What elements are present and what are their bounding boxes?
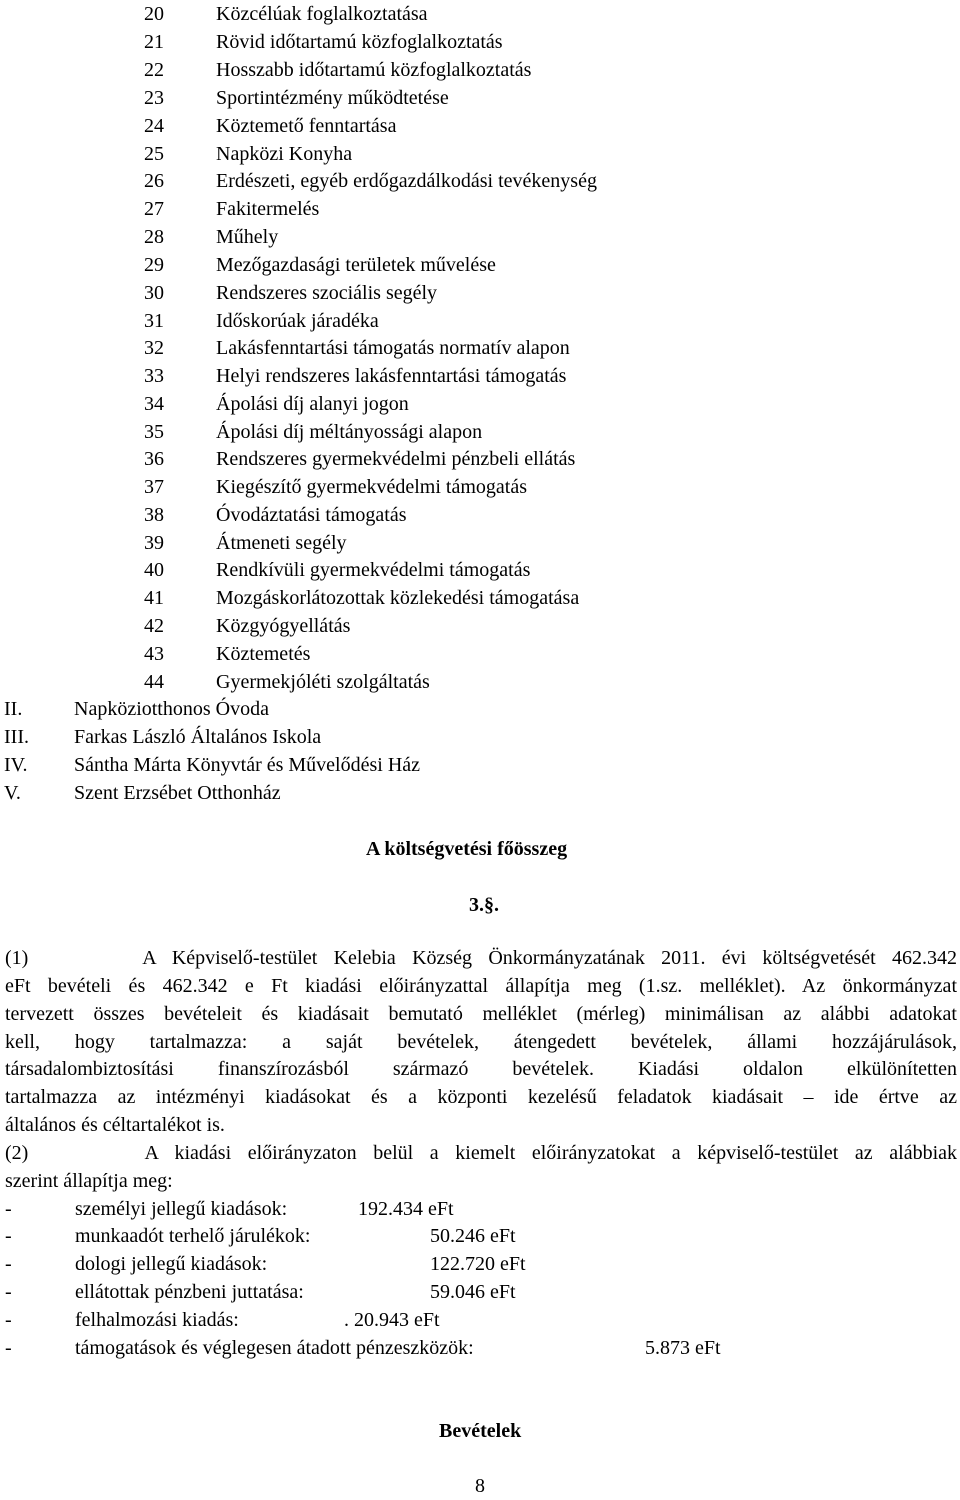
item-label: Köztemetés <box>216 643 311 665</box>
budget-label: ellátottak pénzbeni juttatása: <box>75 1281 304 1303</box>
item-number: 36 <box>144 448 164 470</box>
item-number: 30 <box>144 282 164 304</box>
footer-heading: Bevételek <box>439 1420 522 1442</box>
item-label: Lakásfenntartási támogatás normatív alapon <box>216 337 570 359</box>
item-number: 35 <box>144 421 164 443</box>
paragraph-line: eFt bevételi és 462.342 e Ft kiadási előirányzattal állapítja meg (1.sz. melléklet). Az önkormányzat <box>5 975 957 997</box>
paragraph-line: szerint állapítja meg: <box>5 1170 173 1192</box>
budget-label: dologi jellegű kiadások: <box>75 1253 268 1275</box>
item-number: 29 <box>144 254 164 276</box>
item-label: Helyi rendszeres lakásfenntartási támogatás <box>216 365 567 387</box>
item-label: Ápolási díj méltányossági alapon <box>216 421 483 443</box>
roman-numeral: V. <box>4 782 21 804</box>
item-number: 38 <box>144 504 164 526</box>
paragraph-line: kell, hogy tartalmazza: a saját bevételek, átengedett bevételek, állami hozzájárulások, <box>5 1031 957 1053</box>
item-number: 26 <box>144 170 164 192</box>
item-label: Rendszeres szociális segély <box>216 282 438 304</box>
item-label: Közgyógyellátás <box>216 615 351 637</box>
item-number: 28 <box>144 226 164 248</box>
institution-name: Farkas László Általános Iskola <box>74 726 322 748</box>
budget-label: felhalmozási kiadás: <box>75 1309 239 1331</box>
budget-value: . 20.943 eFt <box>344 1309 440 1331</box>
item-number: 24 <box>144 115 164 137</box>
item-number: 23 <box>144 87 164 109</box>
item-number: 27 <box>144 198 164 220</box>
paragraph-line: társadalombiztosítási finanszírozásból származó bevételek. Kiadási oldalon elkülönítetten <box>5 1058 957 1080</box>
paragraph-line: tartalmazza az intézményi kiadásokat és a központi kezelésű feladatok kiadásait – ide értve az <box>5 1086 957 1108</box>
item-number: 32 <box>144 337 164 359</box>
item-label: Időskorúak járadéka <box>216 310 379 332</box>
item-number: 42 <box>144 615 164 637</box>
roman-numeral: II. <box>4 698 23 720</box>
item-label: Rendszeres gyermekvédelmi pénzbeli ellátás <box>216 448 576 470</box>
dash-bullet: - <box>5 1337 12 1359</box>
paragraph-line: általános és céltartalékot is. <box>5 1114 225 1136</box>
item-label: Mezőgazdasági területek művelése <box>216 254 496 276</box>
dash-bullet: - <box>5 1281 12 1303</box>
institution-name: Sántha Márta Könyvtár és Művelődési Ház <box>74 754 421 776</box>
item-number: 40 <box>144 559 164 581</box>
item-label: Mozgáskorlátozottak közlekedési támogatása <box>216 587 580 609</box>
section-number: 3.§. <box>469 894 499 916</box>
item-number: 20 <box>144 3 164 25</box>
item-number: 41 <box>144 587 164 609</box>
dash-bullet: - <box>5 1309 12 1331</box>
budget-value: 5.873 eFt <box>645 1337 721 1359</box>
item-label: Óvodáztatási támogatás <box>216 504 407 526</box>
item-label: Gyermekjóléti szolgáltatás <box>216 671 430 693</box>
item-label: Rövid időtartamú közfoglalkoztatás <box>216 31 503 53</box>
item-label: Műhely <box>216 226 279 248</box>
item-label: Sportintézmény működtetése <box>216 87 449 109</box>
item-number: 33 <box>144 365 164 387</box>
item-label: Napközi Konyha <box>216 143 353 165</box>
item-label: Hosszabb időtartamú közfoglalkoztatás <box>216 59 532 81</box>
item-label: Erdészeti, egyéb erdőgazdálkodási tevékenység <box>216 170 597 192</box>
page-number: 8 <box>475 1475 485 1497</box>
budget-label: támogatások és véglegesen átadott pénzeszközök: <box>75 1337 474 1359</box>
item-number: 21 <box>144 31 164 53</box>
paragraph-line: (1) A Képviselő-testület Kelebia Község Önkormányzatának 2011. évi költségvetését 462.342 <box>5 947 957 969</box>
dash-bullet: - <box>5 1225 12 1247</box>
item-label: Köztemető fenntartása <box>216 115 397 137</box>
dash-bullet: - <box>5 1198 12 1220</box>
budget-value: 59.046 eFt <box>430 1281 516 1303</box>
item-number: 37 <box>144 476 164 498</box>
item-number: 43 <box>144 643 164 665</box>
item-label: Átmeneti segély <box>216 532 347 554</box>
section-title: A költségvetési főösszeg <box>366 838 568 860</box>
institution-name: Napköziotthonos Óvoda <box>74 698 269 720</box>
item-number: 34 <box>144 393 164 415</box>
budget-label: munkaadót terhelő járulékok: <box>75 1225 311 1247</box>
item-number: 44 <box>144 671 164 693</box>
item-label: Rendkívüli gyermekvédelmi támogatás <box>216 559 531 581</box>
item-label: Kiegészítő gyermekvédelmi támogatás <box>216 476 528 498</box>
item-number: 31 <box>144 310 164 332</box>
budget-value: 192.434 eFt <box>358 1198 454 1220</box>
budget-label: személyi jellegű kiadások: <box>75 1198 288 1220</box>
institution-name: Szent Erzsébet Otthonház <box>74 782 281 804</box>
item-label: Fakitermelés <box>216 198 320 220</box>
item-label: Ápolási díj alanyi jogon <box>216 393 409 415</box>
item-number: 39 <box>144 532 164 554</box>
roman-numeral: III. <box>4 726 29 748</box>
item-label: Közcélúak foglalkoztatása <box>216 3 428 25</box>
budget-value: 122.720 eFt <box>430 1253 526 1275</box>
roman-numeral: IV. <box>4 754 28 776</box>
paragraph-line: tervezett összes bevételeit és kiadásait bemutató melléklet (mérleg) minimálisan az alábbi adatokat <box>5 1003 957 1025</box>
item-number: 22 <box>144 59 164 81</box>
paragraph-line: (2) A kiadási előirányzaton belül a kiemelt előirányzatokat a képviselő-testület az alábbiak <box>5 1142 957 1164</box>
budget-value: 50.246 eFt <box>430 1225 516 1247</box>
dash-bullet: - <box>5 1253 12 1275</box>
item-number: 25 <box>144 143 164 165</box>
